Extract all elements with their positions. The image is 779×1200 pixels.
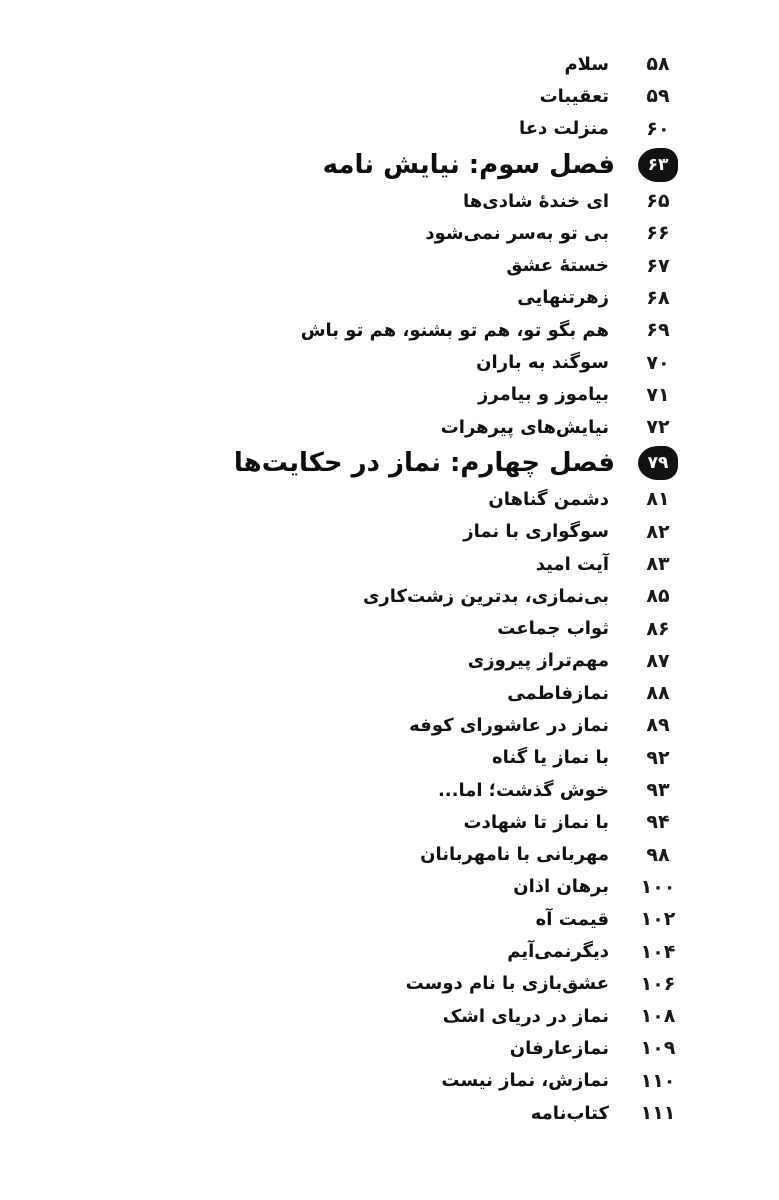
toc-entry[interactable]	[89, 185, 689, 217]
entry-title: مهم‌تراز پیروزی	[467, 650, 609, 672]
entry-title: عشق‌بازی با نام دوست	[405, 973, 609, 995]
page-number: ۸۸	[646, 682, 670, 705]
toc-entry[interactable]	[89, 1032, 689, 1064]
entry-title: بی‌نمازی، بدترین زشت‌کاری	[362, 585, 609, 607]
page-number: ۱۰۴	[640, 940, 676, 963]
toc-entry[interactable]	[89, 645, 689, 677]
page-number: ۹۲	[646, 746, 670, 769]
entry-title: تعقیبات	[539, 85, 609, 107]
toc-entry[interactable]	[89, 903, 689, 935]
page-number: ۸۲	[646, 520, 670, 543]
toc-entry[interactable]	[89, 677, 689, 709]
chapter-page-number: ۷۹	[638, 446, 678, 480]
page-number: ۸۵	[646, 585, 670, 608]
chapter-title: فصل چهارم: نماز در حکایت‌ها	[233, 448, 615, 479]
entry-title: زهرتنهایی	[517, 287, 609, 309]
entry-title: سوگواری با نماز	[463, 521, 609, 543]
toc-entry[interactable]	[89, 709, 689, 741]
page-number: ۶۵	[646, 190, 670, 213]
page-number: ۹۴	[646, 811, 670, 834]
toc-entry[interactable]	[89, 411, 689, 443]
page-number: ۵۸	[646, 53, 670, 76]
entry-title: نمازعارفان	[509, 1037, 609, 1059]
chapter-page-badge	[627, 446, 689, 480]
page-number: ۱۱۰	[640, 1069, 676, 1092]
entry-title: بی تو به‌سر نمی‌شود	[425, 222, 609, 244]
toc-entry[interactable]	[89, 1065, 689, 1097]
entry-title: منزلت دعا	[518, 118, 609, 140]
page-number: ۱۰۸	[640, 1005, 676, 1028]
entry-title: کتاب‌نامه	[530, 1102, 609, 1124]
entry-title: برهان اذان	[513, 876, 609, 898]
toc-entry[interactable]	[89, 935, 689, 967]
page-number: ۸۹	[646, 714, 670, 737]
page-number: ۷۱	[646, 383, 670, 406]
page-number: ۱۰۰	[640, 875, 676, 898]
entry-title: نیایش‌های پیرهرات	[440, 416, 609, 438]
page-number: ۹۸	[646, 843, 670, 866]
page-number: ۸۶	[646, 617, 670, 640]
toc-entry[interactable]	[89, 113, 689, 145]
toc-entry[interactable]	[89, 968, 689, 1000]
page-number: ۱۰۶	[640, 972, 676, 995]
toc-entry[interactable]	[89, 516, 689, 548]
table-of-contents	[89, 48, 689, 1129]
toc-entry[interactable]	[89, 282, 689, 314]
page-number: ۷۰	[646, 351, 670, 374]
page-number: ۶۹	[646, 319, 670, 342]
toc-entry[interactable]	[89, 774, 689, 806]
entry-title: قیمت آه	[535, 908, 609, 930]
page-number: ۶۶	[646, 222, 670, 245]
toc-entry[interactable]	[89, 249, 689, 281]
page-number: ۸۱	[646, 488, 670, 511]
entry-title: بیاموز و بیامرز	[478, 384, 609, 406]
toc-entry[interactable]	[89, 1097, 689, 1129]
page-number: ۶۰	[646, 117, 670, 140]
page-number: ۱۰۹	[640, 1037, 676, 1060]
chapter-heading-3[interactable]	[89, 145, 689, 185]
page-number: ۵۹	[646, 85, 670, 108]
toc-entry[interactable]	[89, 742, 689, 774]
entry-title: سلام	[564, 53, 609, 75]
entry-title: دشمن گناهان	[488, 488, 609, 510]
entry-title: ای خندهٔ شادی‌ها	[463, 190, 609, 212]
toc-entry[interactable]	[89, 314, 689, 346]
toc-entry[interactable]	[89, 839, 689, 871]
toc-entry[interactable]	[89, 806, 689, 838]
entry-title: با نماز تا شهادت	[463, 811, 609, 833]
entry-title: دیگرنمی‌آیم	[507, 941, 609, 963]
entry-title: نماز در عاشورای کوفه	[409, 714, 609, 736]
chapter-heading-4[interactable]	[89, 443, 689, 483]
page-number: ۶۸	[646, 286, 670, 309]
toc-entry[interactable]	[89, 217, 689, 249]
entry-title: نمازفاطمی	[507, 682, 609, 704]
toc-entry[interactable]	[89, 612, 689, 644]
page-number: ۸۷	[646, 649, 670, 672]
toc-entry[interactable]	[89, 483, 689, 515]
chapter-title: فصل سوم: نیایش نامه	[322, 149, 615, 180]
entry-title: نمازش، نماز نیست	[441, 1070, 609, 1092]
toc-entry[interactable]	[89, 80, 689, 112]
page-number: ۶۷	[646, 254, 670, 277]
toc-entry[interactable]	[89, 1000, 689, 1032]
toc-entry[interactable]	[89, 580, 689, 612]
chapter-page-badge	[627, 148, 689, 182]
page-number: ۸۳	[646, 553, 670, 575]
page-number: ۹۳	[646, 779, 670, 802]
toc-entry[interactable]	[89, 48, 689, 80]
entry-title: مهربانی با نامهربانان	[420, 844, 609, 866]
page-number: ۱۱۱	[640, 1102, 676, 1125]
page-number: ۷۲	[646, 416, 670, 439]
toc-entry[interactable]	[89, 346, 689, 378]
chapter-page-number: ۶۳	[638, 148, 678, 182]
entry-title: ثواب جماعت	[497, 618, 609, 640]
entry-title: خوش گذشت؛ اما...	[437, 779, 609, 801]
page-number: ۱۰۲	[640, 908, 676, 931]
entry-title: سوگند به باران	[476, 352, 609, 374]
entry-title: هم بگو تو، هم تو بشنو، هم تو باش	[300, 319, 609, 341]
toc-entry[interactable]	[89, 548, 689, 580]
toc-entry[interactable]	[89, 871, 689, 903]
toc-entry[interactable]	[89, 379, 689, 411]
entry-title: با نماز یا گناه	[492, 747, 609, 769]
entry-title: نماز در دریای اشک	[442, 1005, 609, 1027]
entry-title: خستهٔ عشق	[506, 255, 609, 277]
entry-title: آیت امید	[535, 553, 609, 575]
